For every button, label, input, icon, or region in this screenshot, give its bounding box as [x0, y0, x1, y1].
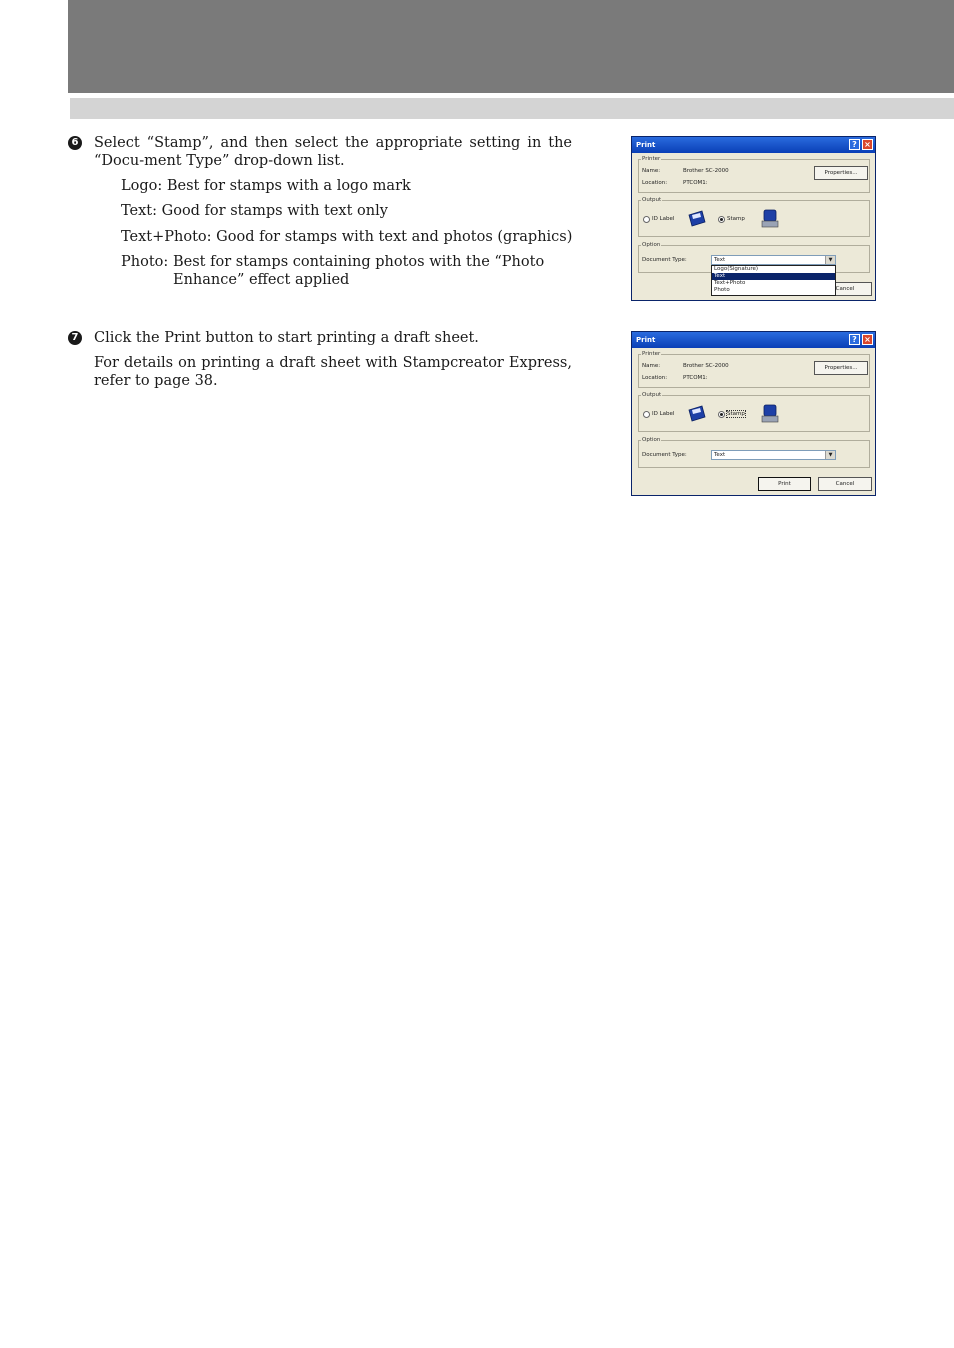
option-text: Text: Good for stamps with text only — [121, 203, 388, 219]
step-7-text: Click the Print button to start printing a draft sheet. — [94, 330, 479, 346]
option-group-title: Option — [642, 242, 661, 248]
header-band — [68, 0, 954, 93]
doctype-label: Document Type: — [642, 257, 687, 263]
properties-button[interactable]: Properties... — [814, 361, 868, 375]
id-label-radio[interactable] — [643, 411, 650, 418]
stamp-icon — [761, 209, 779, 229]
dialog-title: Print — [636, 336, 656, 344]
print-button[interactable]: Print — [758, 477, 811, 491]
name-label: Name: — [642, 168, 661, 174]
option-logo: Logo: Best for stamps with a logo mark — [121, 178, 411, 194]
step-6-text: Select “Stamp”, and then select the appropriate setting in the “Docu-ment Type” drop-down list. — [94, 135, 572, 169]
id-label-text: ID Label — [652, 411, 675, 417]
stamp-text: Stamp — [727, 216, 745, 222]
id-label-icon — [687, 404, 707, 422]
id-label-icon — [687, 209, 707, 227]
close-icon[interactable]: × — [862, 139, 873, 150]
cancel-button[interactable]: Cancel — [818, 282, 872, 296]
help-icon[interactable]: ? — [849, 334, 860, 345]
name-label: Name: — [642, 363, 661, 369]
output-group-title: Output — [642, 197, 662, 203]
option-photo-label: Photo: — [121, 254, 169, 270]
doctype-value: Text — [714, 452, 726, 458]
print-dialog-dropdown-open — [631, 136, 876, 301]
step-7 — [68, 329, 572, 390]
chevron-down-icon[interactable]: ▼ — [825, 451, 835, 459]
dialog-title: Print — [636, 141, 656, 149]
stamp-text: Stamp — [727, 411, 745, 417]
option-group-title: Option — [642, 437, 661, 443]
close-icon[interactable]: × — [862, 334, 873, 345]
stamp-radio[interactable] — [718, 411, 725, 418]
output-group-title: Output — [642, 392, 662, 398]
dropdown-item-text-photo[interactable]: Text+Photo — [714, 280, 746, 286]
location-value: PTCOM1: — [683, 375, 708, 381]
properties-button[interactable]: Properties... — [814, 166, 868, 180]
option-photo-desc: Best for stamps containing photos with the “Photo Enhance” effect applied — [173, 254, 545, 288]
dropdown-item-text[interactable]: Text — [712, 273, 835, 280]
doctype-select[interactable] — [711, 450, 836, 460]
location-value: PTCOM1: — [683, 180, 708, 186]
step-7-sub: For details on printing a draft sheet with Stampcreator Express, refer to page 38. — [94, 355, 572, 389]
dialog-titlebar — [632, 137, 875, 153]
doctype-select[interactable] — [711, 255, 836, 265]
step-number-7: 7 — [68, 331, 82, 345]
name-value: Brother SC-2000 — [683, 363, 729, 369]
dropdown-item-photo[interactable]: Photo — [714, 287, 730, 293]
doctype-dropdown-list — [711, 265, 836, 296]
option-photo — [121, 253, 573, 289]
print-dialog — [631, 331, 876, 496]
step-number-6: 6 — [68, 136, 82, 150]
stamp-radio[interactable] — [718, 216, 725, 223]
name-value: Brother SC-2000 — [683, 168, 729, 174]
cancel-button[interactable]: Cancel — [818, 477, 872, 491]
printer-group-title: Printer — [642, 351, 661, 357]
dialog-titlebar — [632, 332, 875, 348]
stamp-icon — [761, 404, 779, 424]
doctype-value: Text — [714, 257, 726, 263]
option-text-photo: Text+Photo: Good for stamps with text and photos (graphics) — [121, 229, 573, 245]
subheader-band — [70, 98, 954, 119]
location-label: Location: — [642, 180, 668, 186]
location-label: Location: — [642, 375, 668, 381]
id-label-radio[interactable] — [643, 216, 650, 223]
id-label-text: ID Label — [652, 216, 675, 222]
dropdown-item-logo[interactable]: Logo(Signature) — [714, 266, 759, 272]
doctype-label: Document Type: — [642, 452, 687, 458]
help-icon[interactable]: ? — [849, 139, 860, 150]
printer-group-title: Printer — [642, 156, 661, 162]
chevron-down-icon[interactable]: ▼ — [825, 256, 835, 264]
step-6 — [68, 134, 572, 170]
